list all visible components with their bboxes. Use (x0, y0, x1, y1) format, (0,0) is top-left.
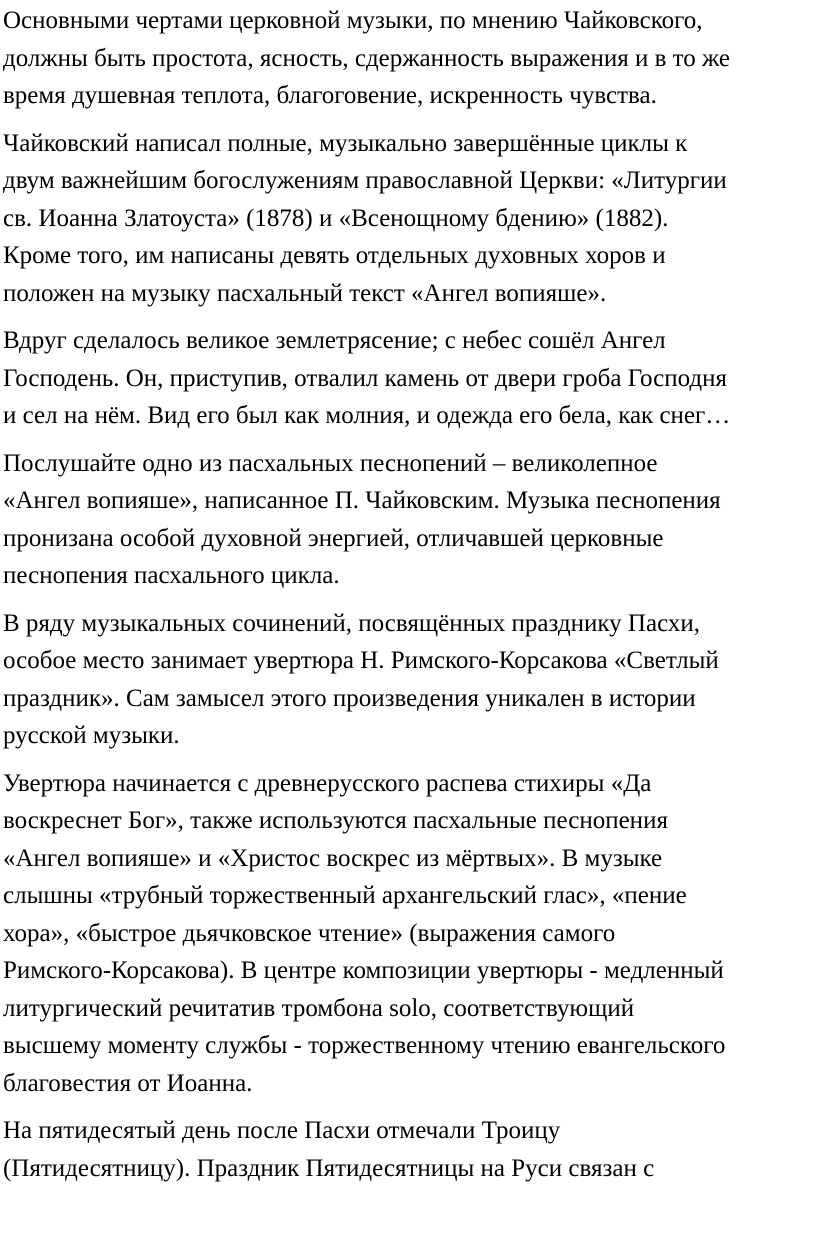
text-line: и сел на нём. Вид его был как молния, и одежда его бела, как снег… (3, 402, 731, 429)
text-line: слышны «трубный торжественный архангельский глас», «пение (3, 882, 687, 909)
text-line: положен на музыку пасхальный текст «Ангел вопияше». (3, 279, 607, 307)
text-line: Послушайте одно из пасхальных песнопений – великолепное (3, 449, 658, 477)
text-line: св. Иоанна Златоуста» (1878) и «Всенощному бдению» (1882). (3, 204, 669, 232)
text-line: благовестия от Иоанна. (3, 1069, 253, 1097)
text-line: должны быть простота, ясность, сдержанность выражения и в то же (3, 44, 731, 72)
text-line: литургический речитатив тромбона solo, соответствующий (3, 994, 635, 1022)
text-line: Господень. Он, приступив, отвалил камень от двери гроба Господня (3, 364, 727, 392)
text-line: «Ангел вопияше» и «Христос воскрес из мёртвых». В музыке (3, 844, 663, 872)
text-line: Кроме того, им написаны девять отдельных духовных хоров и (3, 242, 666, 269)
text-line: Основными чертами церковной музыки, по мнению Чайковского, (3, 7, 703, 34)
paragraph-rimsky-korsakov-overture (3, 605, 816, 755)
text-line: Увертюра начинается с древнерусского распева стихиры «Да (3, 769, 652, 797)
text-line: В ряду музыкальных сочинений, посвящённых празднику Пасхи, (3, 609, 700, 637)
paragraph-trinity-pentecost (3, 1112, 816, 1187)
paragraph-gospel-quote (3, 322, 816, 435)
text-line: праздник». Сам замысел этого произведения уникален в истории (3, 684, 696, 712)
text-line: хора», «быстрое дьячковское чтение» (выражения самого (3, 919, 616, 947)
paragraph-liturgy-cycles (3, 125, 816, 313)
text-line: время душевная теплота, благоговение, искренность чувства. (3, 82, 657, 109)
paragraph-tchaikovsky-church-music (3, 2, 816, 115)
text-line: Чайковский написал полные, музыкально завершённые циклы к (3, 129, 688, 157)
text-line: особое место занимает увертюра Н. Римского-Корсакова «Светлый (3, 647, 719, 674)
paragraph-overture-description (3, 765, 816, 1103)
text-line: песнопения пасхального цикла. (3, 562, 340, 589)
text-line: Римского-Корсакова). В центре композиции увертюры - медленный (3, 957, 724, 984)
text-line: «Ангел вопияше», написанное П. Чайковским. Музыка песнопения (3, 487, 721, 514)
text-line: (Пятидесятницу). Праздник Пятидесятницы на Руси связан с (3, 1154, 655, 1182)
text-line: русской музыки. (3, 722, 180, 749)
text-line: двум важнейшим богослужениям православной Церкви: «Литургии (3, 167, 727, 194)
text-line: Вдруг сделалось великое землетрясение; с небес сошёл Ангел (3, 327, 666, 354)
text-line: пронизана особой духовной энергией, отличавшей церковные (3, 524, 664, 552)
paragraph-angel-vopiyashe (3, 445, 816, 595)
text-line: высшему моменту службы - торжественному чтению евангельского (3, 1032, 726, 1059)
text-line: воскреснет Бог», также используются пасхальные песнопения (3, 807, 668, 834)
text-line: На пятидесятый день после Пасхи отмечали Троицу (3, 1117, 561, 1144)
